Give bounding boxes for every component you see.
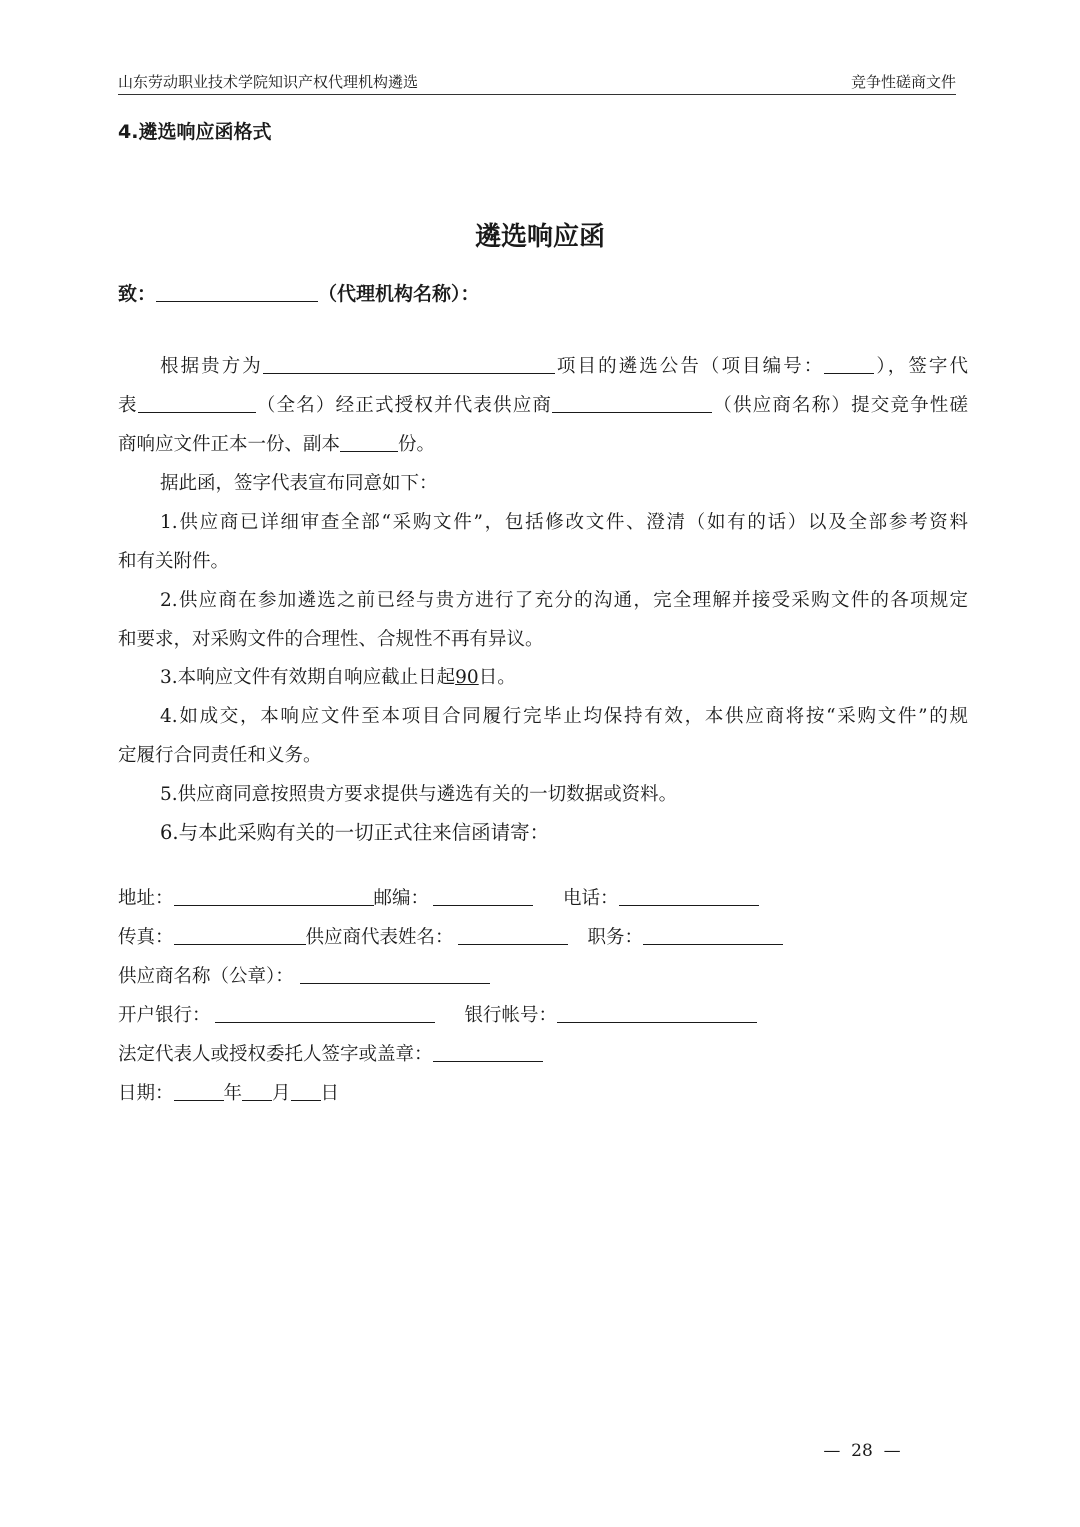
contact-row-supplier: 供应商名称（公章）： bbox=[118, 964, 490, 990]
day-blank bbox=[291, 1081, 321, 1101]
rep-name-blank bbox=[458, 925, 568, 945]
fax-blank bbox=[174, 925, 306, 945]
contact-row-address: 地址： 邮编： 电话： bbox=[118, 886, 759, 912]
position-blank bbox=[643, 925, 783, 945]
section-title: 4.遴选响应函格式 bbox=[118, 121, 272, 143]
supplier-seal-blank bbox=[300, 964, 490, 984]
postcode-blank bbox=[433, 886, 533, 906]
month-blank bbox=[242, 1081, 272, 1101]
validity-days: 90 bbox=[455, 667, 479, 688]
supplier-name-blank bbox=[552, 393, 712, 413]
page-number: 28 bbox=[851, 1441, 873, 1461]
bank-blank bbox=[215, 1003, 435, 1023]
project-number-blank bbox=[824, 354, 874, 374]
addressee-prefix: 致： bbox=[118, 283, 157, 305]
contact-row-date: 日期： 年 月 日 bbox=[118, 1081, 339, 1107]
paragraph-line: 表 （全名）经正式授权并代表供应商 （供应商名称）提交竞争性磋 bbox=[118, 393, 968, 419]
list-item: 6.与本此采购有关的一切正式往来信函请寄： bbox=[160, 821, 550, 844]
list-item: 1.供应商已详细审查全部“采购文件”，包括修改文件、澄清（如有的话）以及全部参考资料 bbox=[160, 512, 968, 533]
account-blank bbox=[557, 1003, 757, 1023]
year-blank bbox=[174, 1081, 224, 1101]
contact-row-signature: 法定代表人或授权委托人签字或盖章： bbox=[118, 1042, 543, 1068]
page-header bbox=[118, 72, 956, 95]
declaration-intro: 据此函，签字代表宣布同意如下： bbox=[160, 473, 438, 494]
agency-name-blank bbox=[156, 281, 318, 302]
list-item-continuation: 和要求，对采购文件的合理性、合规性不再有异议。 bbox=[118, 629, 544, 650]
list-item: 5.供应商同意按照贵方要求提供与遴选有关的一切数据或资料。 bbox=[160, 784, 678, 805]
list-item: 3.本响应文件有效期自响应截止日起90日。 bbox=[160, 667, 516, 688]
paragraph-line: 商响应文件正本一份、副本 份。 bbox=[118, 432, 968, 458]
header-document-name: 山东劳动职业技术学院知识产权代理机构遴选 bbox=[118, 73, 419, 91]
signature-blank bbox=[433, 1042, 543, 1062]
contact-row-fax: 传真： 供应商代表姓名： 职务： bbox=[118, 925, 783, 951]
page-title: 遴选响应函 bbox=[474, 222, 605, 252]
paragraph-line: 根据贵方为 项目的遴选公告（项目编号： ），签字代 bbox=[160, 354, 968, 380]
list-item-continuation: 定履行合同责任和义务。 bbox=[118, 745, 322, 766]
header-document-type: 竞争性磋商文件 bbox=[850, 73, 956, 91]
contact-row-bank: 开户银行： 银行帐号： bbox=[118, 1003, 757, 1029]
addressee-suffix: （代理机构名称）： bbox=[318, 283, 480, 305]
addressee-line bbox=[118, 279, 480, 306]
page-footer: — 28 — bbox=[823, 1441, 901, 1461]
signatory-name-blank bbox=[138, 393, 256, 413]
phone-blank bbox=[619, 886, 759, 906]
project-name-blank bbox=[263, 354, 555, 374]
list-item: 4.如成交，本响应文件至本项目合同履行完毕止均保持有效，本供应商将按“采购文件”的规 bbox=[160, 706, 968, 727]
list-item-continuation: 和有关附件。 bbox=[118, 551, 230, 572]
copies-blank bbox=[340, 432, 398, 452]
address-blank bbox=[174, 886, 374, 906]
list-item: 2.供应商在参加遴选之前已经与贵方进行了充分的沟通，完全理解并接受采购文件的各项规定 bbox=[160, 590, 968, 611]
